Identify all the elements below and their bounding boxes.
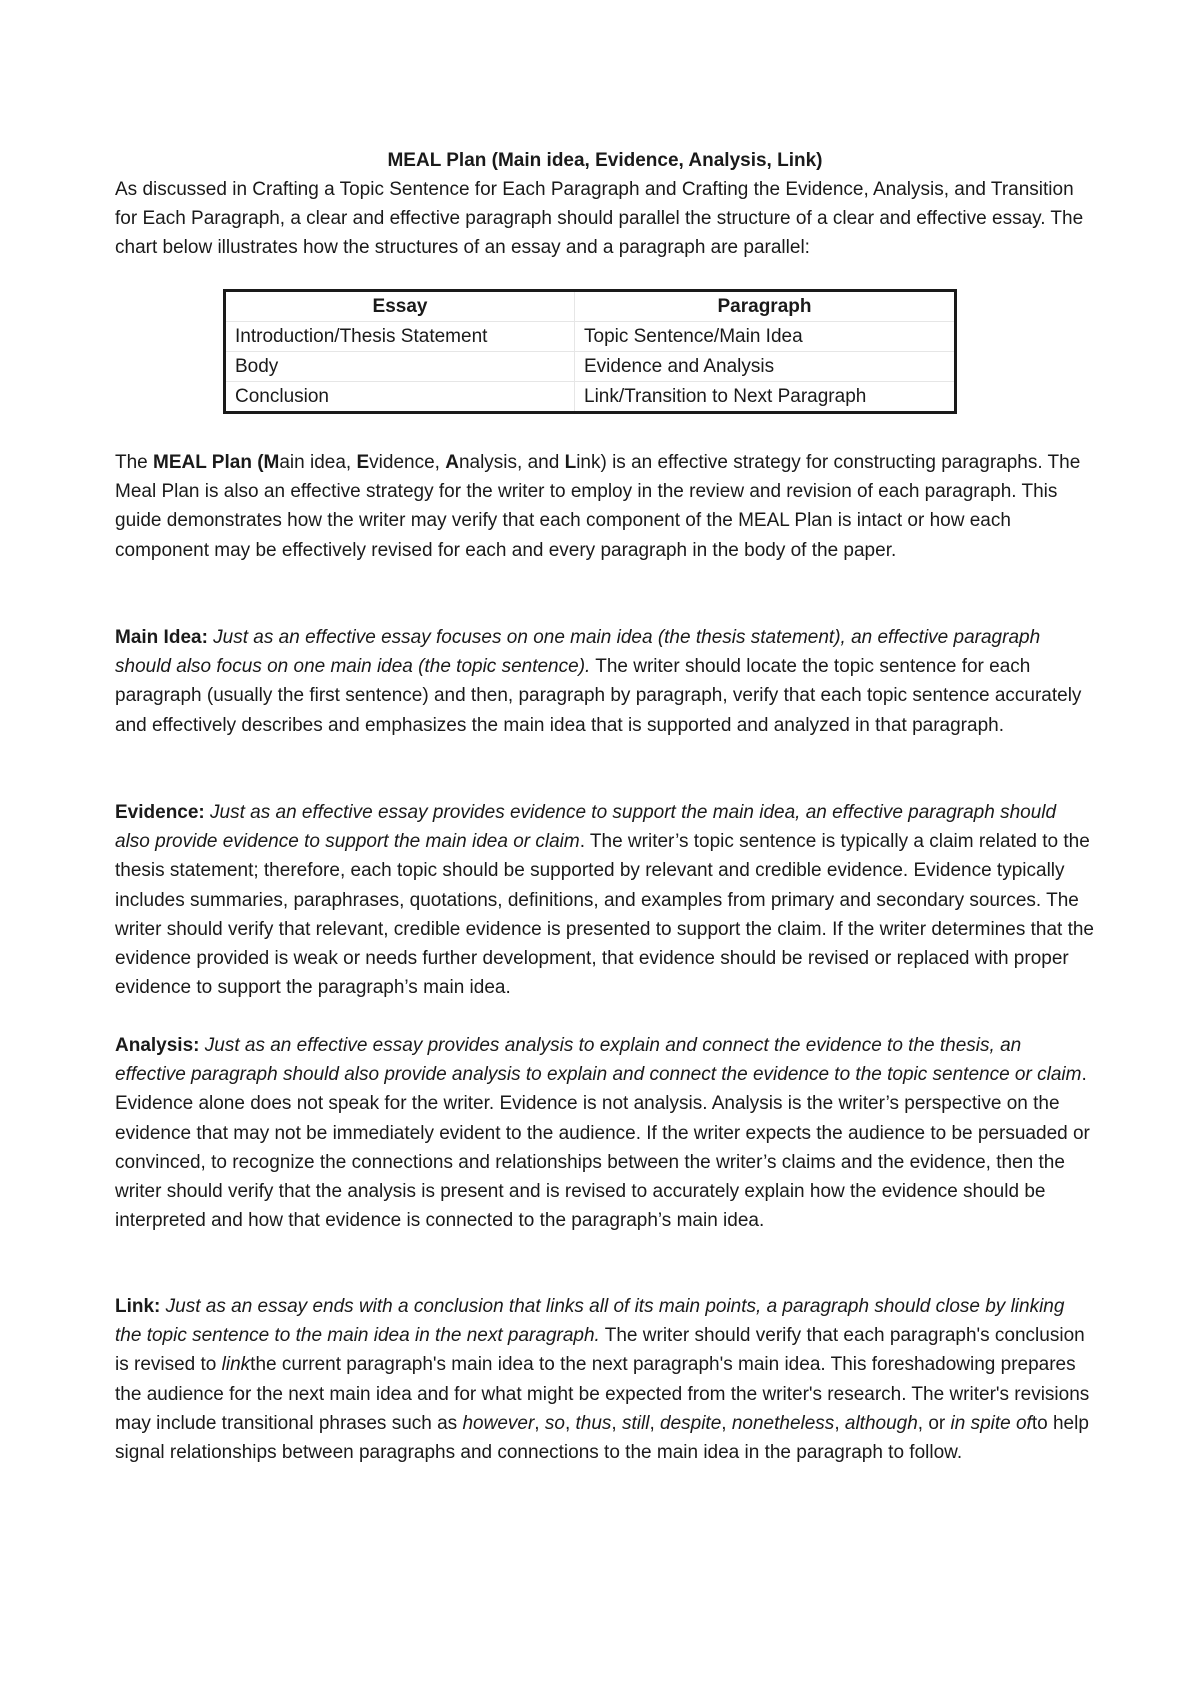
text-span: ink) is an effective strategy for constructing paragraphs. The Meal Plan is also an effective strategy for the writer to employ in the review and revision of each paragraph. This guide demonstrates how the writer may verify that each component of the MEAL Plan is intact or how each component may be effectively revised for each and every paragraph in the body of the paper. bbox=[115, 452, 1081, 561]
analysis-italic: Just as an effective essay provides analysis to explain and connect the evidence to the thesis, an effective paragraph should also provide analysis to explain and connect the evidence to the topic sentence or claim bbox=[115, 1035, 1082, 1086]
main-idea-italic: Just as an effective essay focuses on one main idea (the thesis statement), an effective paragraph should also focus on one main idea (the topic sentence). bbox=[115, 627, 1041, 678]
letter-e: E bbox=[356, 452, 370, 473]
text-span: ain idea, bbox=[279, 452, 357, 473]
table-cell: Conclusion bbox=[225, 382, 575, 413]
table-cell: Introduction/Thesis Statement bbox=[225, 322, 575, 352]
link-text: the current paragraph's main idea to the next paragraph's main idea. This foreshadowing prepares the audience for the next main idea and for what might be expected from the writer's research. The writer's revisions may include transitional phrases such as bbox=[115, 1354, 1090, 1434]
separator: , bbox=[721, 1412, 732, 1434]
text-span: The bbox=[115, 452, 154, 473]
evidence-italic: Just as an effective essay provides evidence to support the main idea, an effective paragraph should also provide evidence to support the main idea or claim bbox=[115, 802, 1057, 853]
evidence-paragraph bbox=[115, 798, 1095, 1002]
transition-word: despite bbox=[660, 1412, 722, 1434]
separator: , bbox=[564, 1412, 576, 1434]
text-span: vidence, bbox=[369, 452, 446, 473]
meal-bold-label: MEAL Plan ( bbox=[153, 452, 264, 473]
main-idea-text: The writer should locate the topic sentence for each paragraph (usually the first sentence) and then, paragraph by paragraph, verify that each topic sentence accurately and effectively describes and emphasizes the main idea that is supported and analyzed in that paragraph. bbox=[115, 656, 1082, 736]
transition-word: nonetheless bbox=[731, 1412, 835, 1434]
table-cell: Evidence and Analysis bbox=[575, 352, 956, 382]
transition-word: thus bbox=[575, 1412, 612, 1434]
link-italic: Just as an essay ends with a conclusion that links all of its main points, a paragraph should close by linking the topic sentence to the main idea in the next paragraph. bbox=[115, 1296, 1065, 1347]
transition-word: although bbox=[844, 1412, 918, 1434]
header-essay: Essay bbox=[225, 291, 575, 322]
letter-l: L bbox=[564, 452, 577, 473]
analysis-text: . Evidence alone does not speak for the writer. Evidence is not analysis. Analysis is the writer’s perspective on the evidence that may not be immediately evident to the audience. If the writer expects the audience to be persuaded or convinced, to recognize the connections and relationships between the writer’s claims and the evidence, then the writer should verify that the analysis is present and is revised to accurately explain how the evidence should be interpreted and how that evidence is connected to the paragraph’s main idea. bbox=[115, 1064, 1090, 1232]
letter-a: A bbox=[445, 452, 459, 473]
header-paragraph: Paragraph bbox=[575, 291, 956, 322]
link-label: Link: bbox=[115, 1296, 161, 1317]
transition-word: so bbox=[544, 1412, 565, 1434]
analysis-section bbox=[115, 1031, 1095, 1235]
table-row bbox=[225, 382, 956, 413]
separator: , or bbox=[917, 1412, 951, 1434]
transition-word: still bbox=[621, 1412, 650, 1434]
transition-word: however bbox=[462, 1412, 535, 1434]
intro-paragraph: As discussed in Crafting a Topic Sentence for Each Paragraph and Crafting the Evidence, Analysis, and Transition for Each Paragraph, a clear and effective paragraph should parallel the structure of a clear and effective essay. The chart below illustrates how the structures of an essay and a paragraph are parallel: bbox=[115, 179, 1084, 259]
page-title: MEAL Plan (Main idea, Evidence, Analysis, Link) bbox=[387, 150, 823, 171]
essay-paragraph-table bbox=[223, 289, 957, 414]
link-text: The writer should verify that each paragraph's conclusion is revised to bbox=[115, 1325, 1085, 1376]
main-idea-label: Main Idea: bbox=[115, 627, 208, 648]
link-word-italic: link bbox=[221, 1354, 251, 1376]
link-section bbox=[115, 1292, 1095, 1467]
analysis-paragraph bbox=[115, 1031, 1095, 1235]
link-text: to help signal relationships between paragraphs and connections to the main idea in the paragraph to follow. bbox=[115, 1412, 1089, 1464]
text-span: nalysis, and bbox=[458, 452, 565, 473]
analysis-label: Analysis: bbox=[115, 1035, 200, 1056]
separator: , bbox=[649, 1412, 660, 1434]
table-header-row bbox=[225, 291, 956, 322]
table-cell: Link/Transition to Next Paragraph bbox=[575, 382, 956, 413]
main-idea-paragraph bbox=[115, 623, 1095, 740]
main-idea-section bbox=[115, 623, 1095, 740]
meal-overview-paragraph bbox=[115, 448, 1095, 565]
link-paragraph bbox=[115, 1292, 1095, 1467]
table-cell: Topic Sentence/Main Idea bbox=[575, 322, 956, 352]
document-header bbox=[115, 146, 1095, 263]
table-row bbox=[225, 322, 956, 352]
table-cell: Body bbox=[225, 352, 575, 382]
letter-m: M bbox=[263, 452, 280, 473]
evidence-label: Evidence: bbox=[115, 802, 205, 823]
evidence-section bbox=[115, 798, 1095, 1002]
meal-overview-section bbox=[115, 448, 1095, 565]
comparison-table-wrapper bbox=[223, 289, 957, 414]
separator: , bbox=[534, 1412, 545, 1434]
separator: , bbox=[834, 1412, 845, 1434]
evidence-text: . The writer’s topic sentence is typically a claim related to the thesis statement; therefore, each topic should be supported by relevant and credible evidence. Evidence typically includes summaries, paraphrases, quotations, definitions, and examples from primary and secondary sources. The writer should verify that relevant, credible evidence is presented to support the claim. If the writer determines that the evidence provided is weak or needs further development, that evidence should be revised or replaced with proper evidence to support the paragraph’s main idea. bbox=[115, 831, 1094, 999]
separator: , bbox=[611, 1412, 622, 1434]
table-row bbox=[225, 352, 956, 382]
transition-word: in spite of bbox=[950, 1412, 1032, 1434]
